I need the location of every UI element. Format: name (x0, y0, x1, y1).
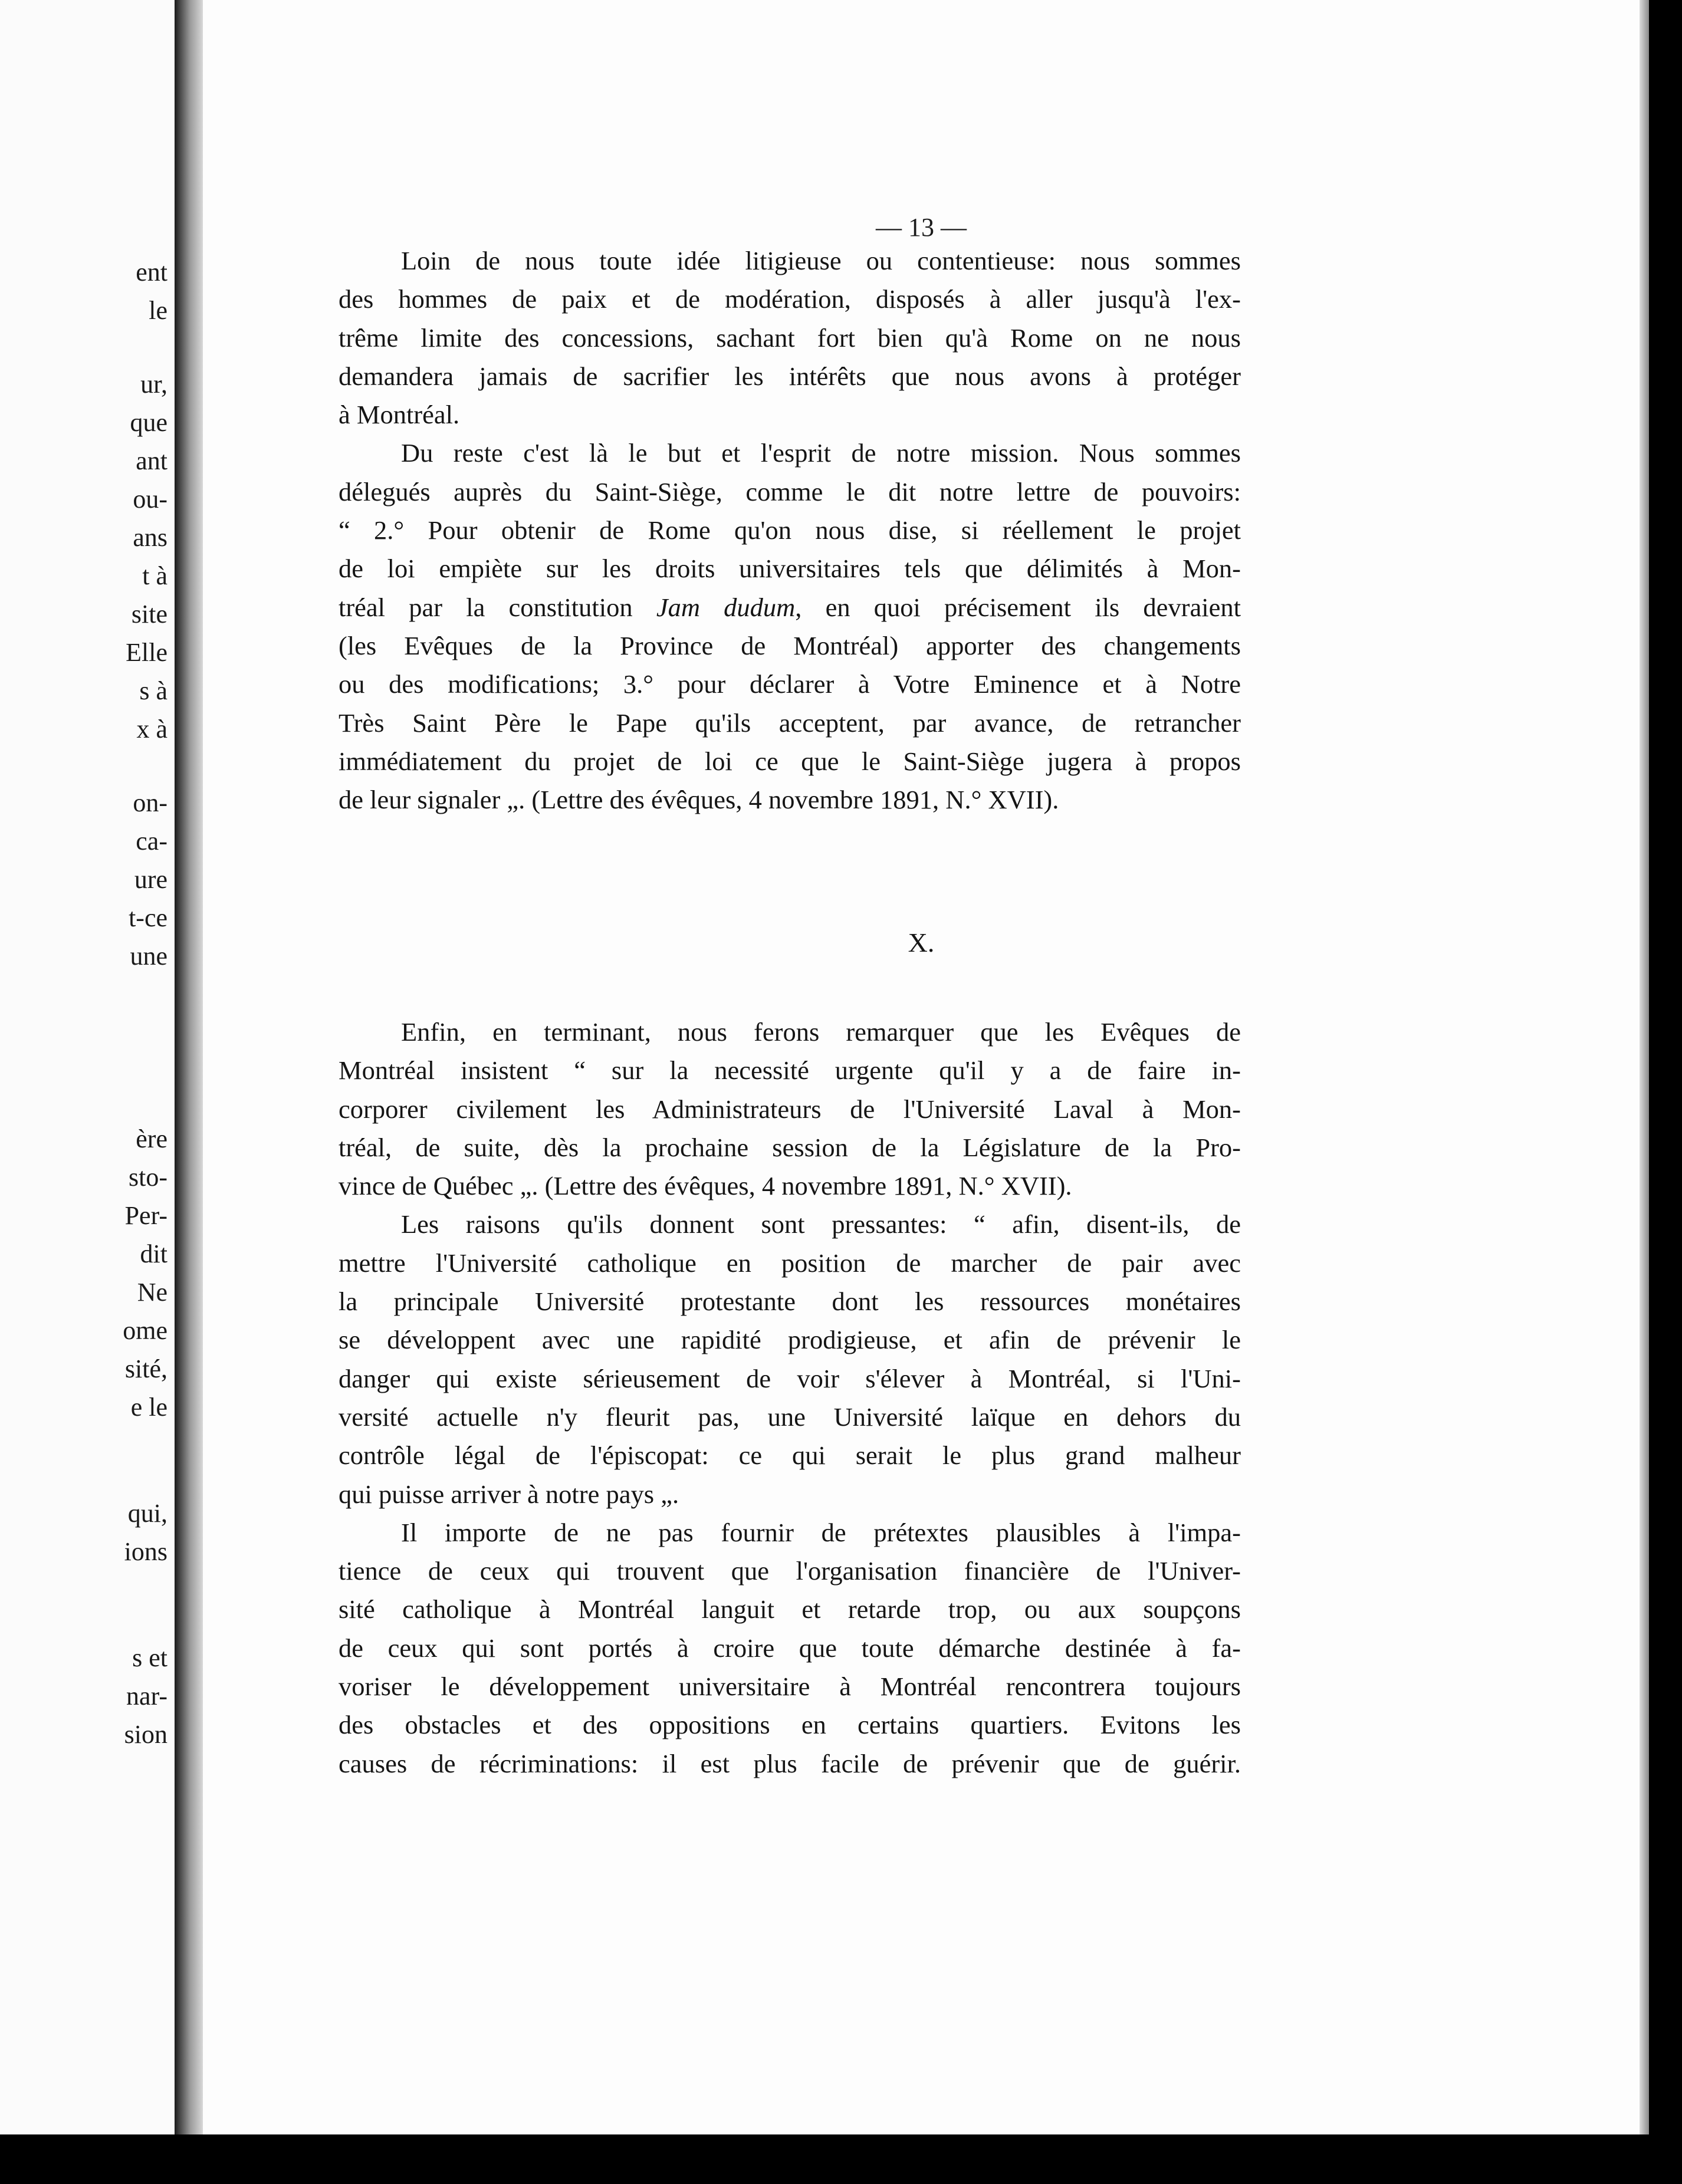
left-page-fragment: on- (133, 788, 167, 817)
text-line: ou des modifications; 3.° pour déclarer à Votre Eminence et à Notre (339, 669, 1241, 699)
text-line: des hommes de paix et de modération, disposés à aller jusqu'à l'ex- (339, 284, 1241, 314)
italic-title: Jam dudum (656, 592, 796, 622)
text-line: de leur signaler „. (Lettre des évêques, 4 novembre 1891, N.° XVII). (339, 785, 1059, 815)
left-page-fragment: ur, (140, 370, 167, 399)
left-page-fragment: sto- (129, 1163, 167, 1192)
left-page-fragment: nar- (126, 1682, 167, 1711)
text-line: Il importe de ne pas fournir de prétextes plausibles à l'impa- (401, 1517, 1241, 1547)
text-line: se développent avec une rapidité prodigieuse, et afin de prévenir le (339, 1325, 1241, 1355)
text-line: Les raisons qu'ils donnent sont pressantes: “ afin, disent-ils, de (401, 1209, 1241, 1239)
text-line: tréal par la constitution Jam dudum, en quoi précisement ils devraient (339, 592, 1241, 622)
left-page-margin (0, 0, 175, 2134)
text-line: à Montréal. (339, 400, 460, 430)
text-line: immédiatement du projet de loi ce que le Saint-Siège jugera à propos (339, 746, 1241, 776)
page-edge (1640, 0, 1649, 2134)
left-page-fragment: ou- (133, 485, 167, 514)
text-line: voriser le développement universitaire à Montréal rencontrera toujours (339, 1672, 1241, 1702)
left-page-fragment: une (130, 942, 167, 971)
left-page-fragment: qui, (127, 1499, 167, 1528)
left-page-fragment: ans (133, 523, 167, 552)
left-page-fragment: sité, (124, 1354, 167, 1383)
left-page-fragment: le (149, 296, 167, 325)
text-line: des obstacles et des oppositions en certains quartiers. Evitons les (339, 1710, 1241, 1740)
left-page-fragment: ent (136, 258, 167, 287)
left-page-fragment: Elle (126, 638, 167, 667)
left-page-fragment: Per- (124, 1201, 167, 1230)
text-line: versité actuelle n'y fleurit pas, une Université laïque en dehors du (339, 1402, 1241, 1432)
left-page-fragment: ome (123, 1316, 167, 1345)
text-line: vince de Québec „. (Lettre des évêques, 4 novembre 1891, N.° XVII). (339, 1171, 1072, 1201)
left-page-fragment: s et (132, 1643, 167, 1672)
text-line: “ 2.° Pour obtenir de Rome qu'on nous dise, si réellement le projet (339, 515, 1241, 545)
text-line: Enfin, en terminant, nous ferons remarquer que les Evêques de (401, 1017, 1241, 1047)
text-line: la principale Université protestante dont les ressources monétaires (339, 1287, 1241, 1317)
left-page-fragment: e le (130, 1393, 167, 1422)
left-page-fragment: ère (136, 1124, 167, 1153)
book-binding (175, 0, 203, 2134)
left-page-fragment: site (131, 600, 167, 629)
text-line: corporer civilement les Administrateurs de l'Université Laval à Mon- (339, 1094, 1241, 1124)
left-page-fragment: sion (124, 1720, 167, 1749)
text-line: Montréal insistent “ sur la necessité urgente qu'il y a de faire in- (339, 1055, 1241, 1086)
left-page-fragment: Ne (137, 1278, 167, 1307)
text-line: mettre l'Université catholique en position de marcher de pair avec (339, 1248, 1241, 1278)
text-line: qui puisse arriver à notre pays „. (339, 1479, 679, 1509)
text-line: de loi empiète sur les droits universitaires tels que délimités à Mon- (339, 554, 1241, 584)
text-line: (les Evêques de la Province de Montréal) apporter des changements (339, 630, 1241, 660)
text-line: Du reste c'est là le but et l'esprit de notre mission. Nous sommes (401, 438, 1241, 468)
text-line: trême limite des concessions, sachant fort bien qu'à Rome on ne nous (339, 323, 1241, 353)
right-page (203, 0, 1640, 2134)
left-page-fragment: t-ce (129, 903, 167, 932)
text-line: contrôle légal de l'épiscopat: ce qui serait le plus grand malheur (339, 1440, 1241, 1471)
text-line: de ceux qui sont portés à croire que toute démarche destinée à fa- (339, 1633, 1241, 1663)
text-line: délegués auprès du Saint-Siège, comme le dit notre lettre de pouvoirs: (339, 476, 1241, 506)
text-line: danger qui existe sérieusement de voir s'élever à Montréal, si l'Uni- (339, 1363, 1241, 1393)
text-line: tience de ceux qui trouvent que l'organisation financière de l'Univer- (339, 1556, 1241, 1586)
left-page-fragment: x à (136, 715, 167, 744)
text-block-2 (339, 1013, 1241, 1783)
text-line: Très Saint Père le Pape qu'ils acceptent, par avance, de retrancher (339, 708, 1241, 738)
text-line: causes de récriminations: il est plus facile de prévenir que de guérir. (339, 1748, 1241, 1778)
section-heading: X. (908, 927, 935, 958)
left-page-fragment: ant (136, 446, 167, 475)
left-page-fragment: ions (124, 1537, 167, 1566)
text-line: Loin de nous toute idée litigieuse ou contentieuse: nous sommes (401, 246, 1241, 275)
text-line: tréal, de suite, dès la prochaine session de la Législature de la Pro- (339, 1132, 1241, 1162)
left-page-fragment: ure (134, 865, 167, 894)
page-number: — 13 — (876, 213, 967, 242)
left-page-fragment: t à (142, 561, 167, 590)
text-line: demandera jamais de sacrifier les intérêts que nous avons à protéger (339, 361, 1241, 391)
left-page-fragment: s à (139, 676, 167, 705)
left-page-fragment: dit (140, 1239, 167, 1268)
left-page-fragment: ca- (136, 827, 167, 856)
text-block-1 (339, 242, 1241, 819)
text-line: sité catholique à Montréal languit et retarde trop, ou aux soupçons (339, 1594, 1241, 1624)
left-page-fragment: que (130, 408, 167, 437)
